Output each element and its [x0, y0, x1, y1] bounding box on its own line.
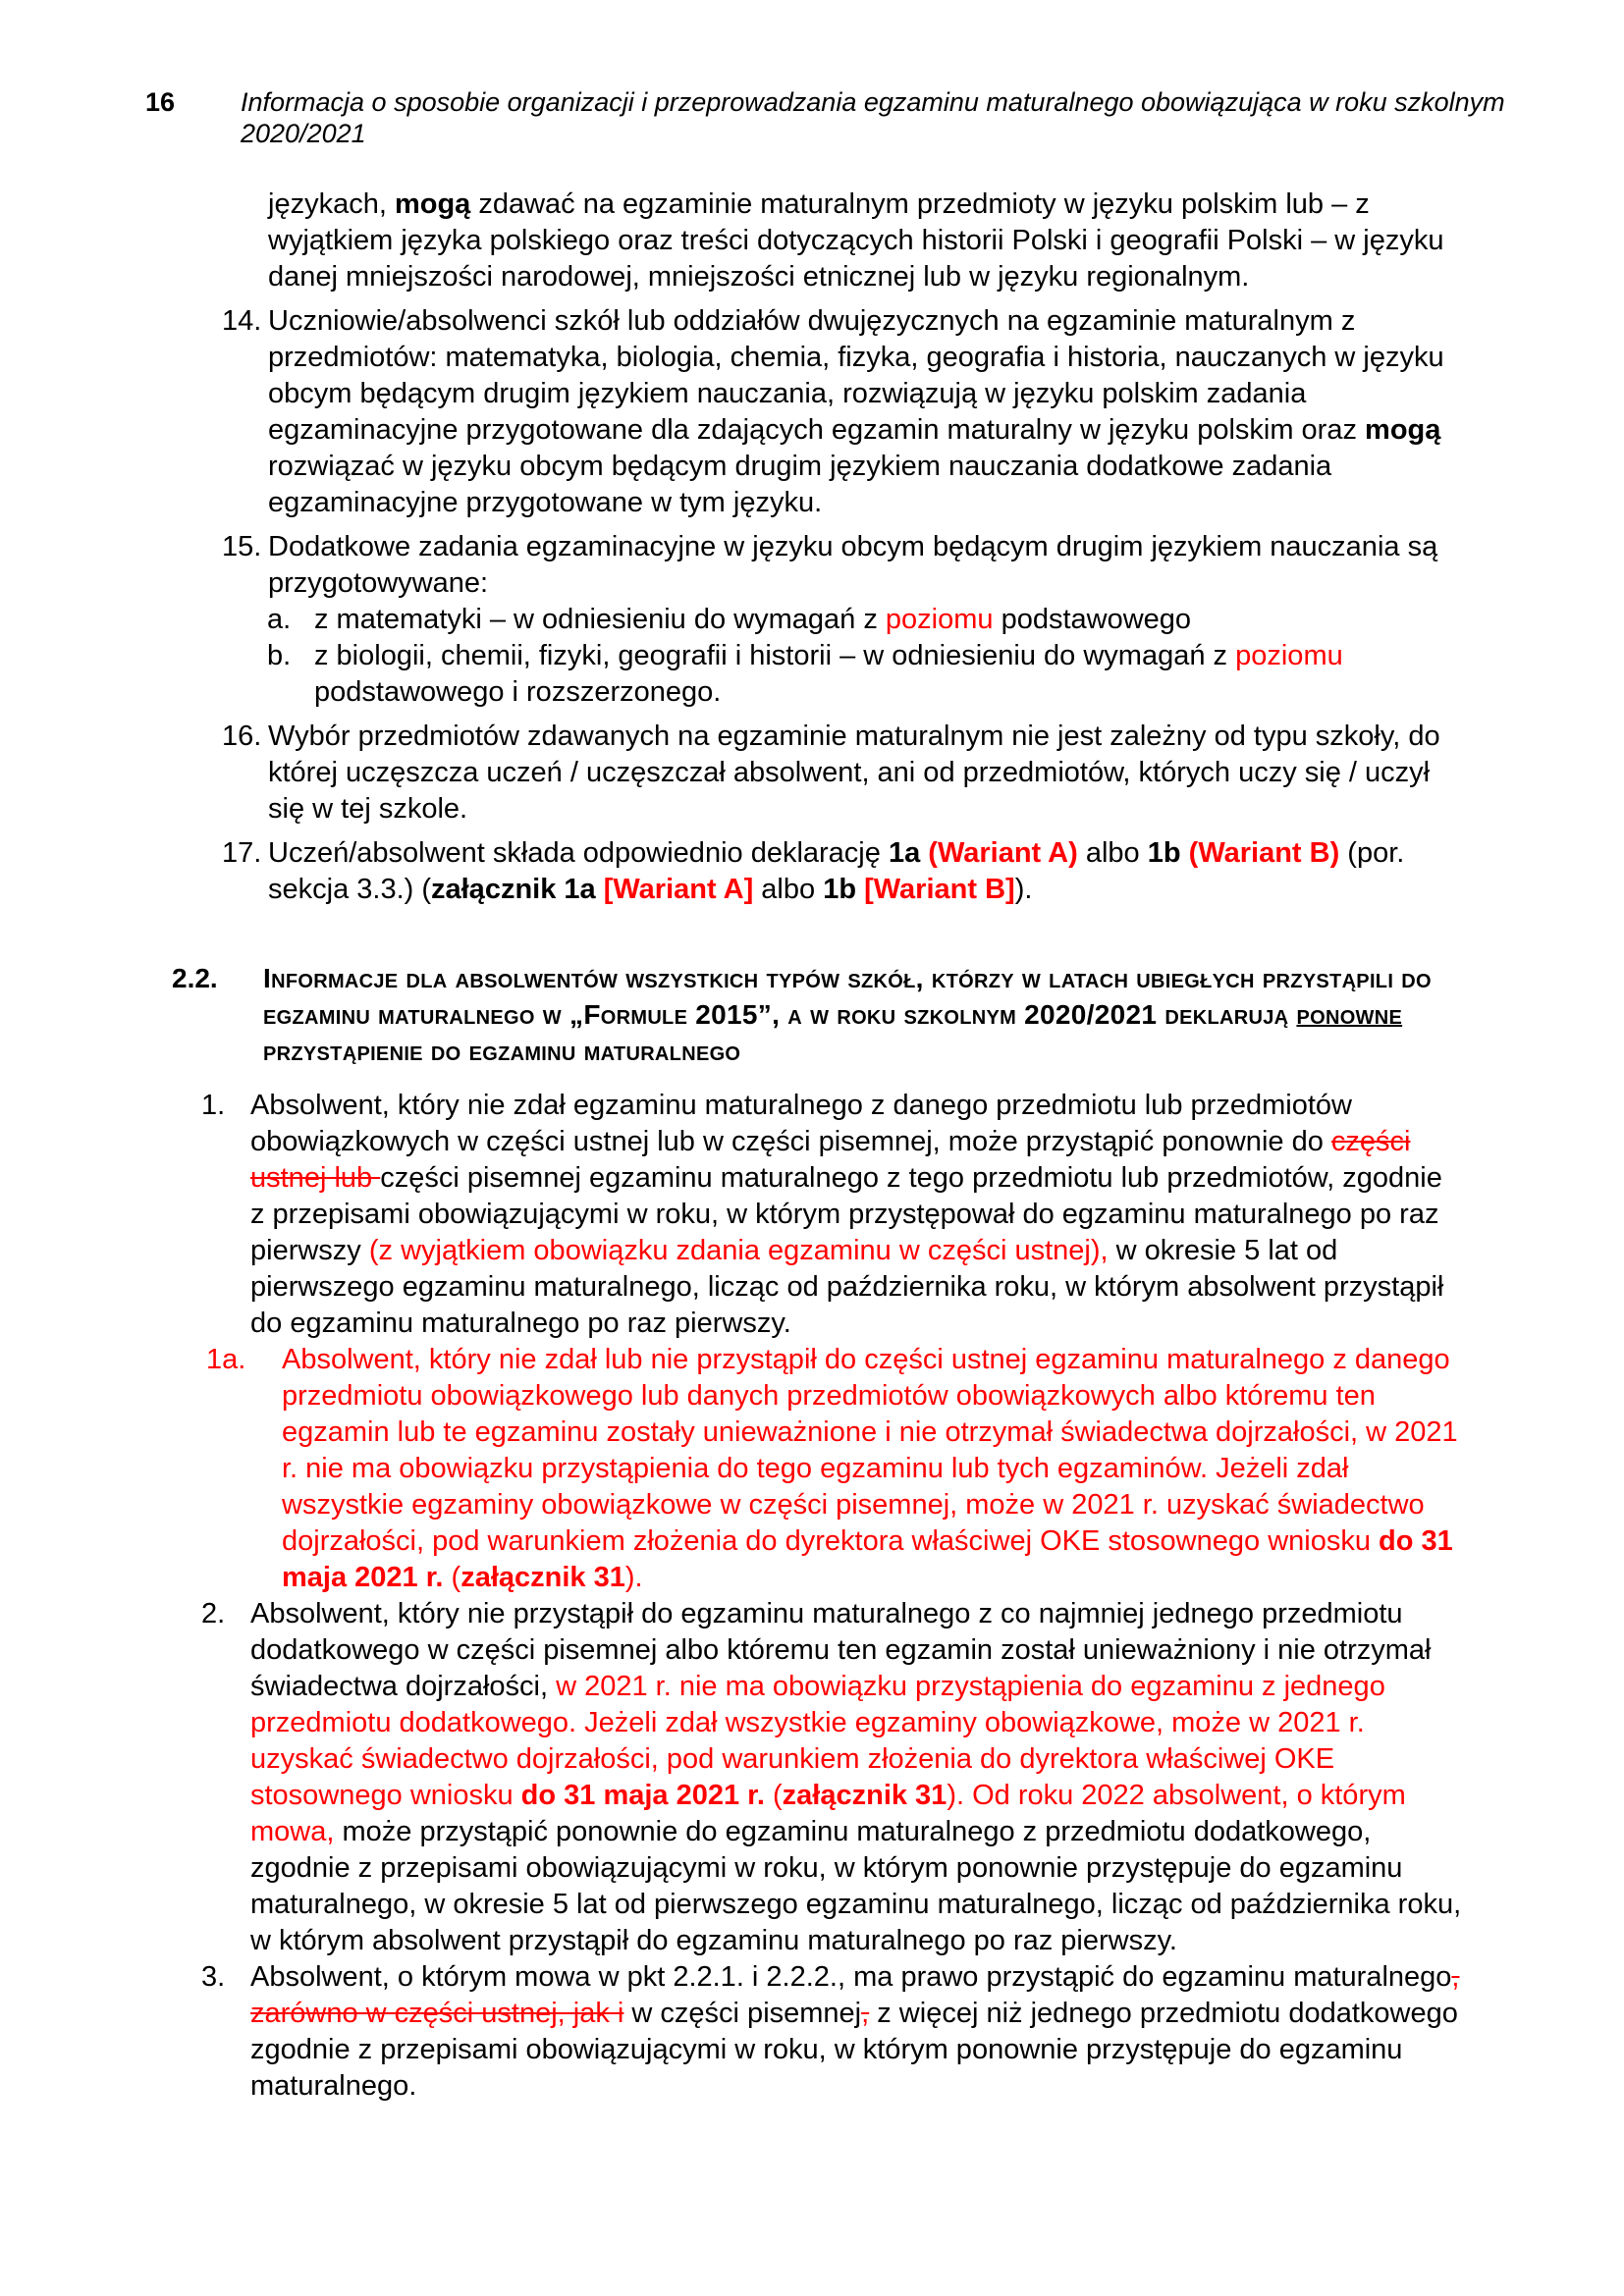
sub-item-b-text: z biologii, chemii, fizyki, geografii i historii – w odniesieniu do wymagań z poziomu podstawowego i rozszerzonego. [314, 640, 1343, 708]
list-item-17 [0, 835, 1624, 908]
list-item-14-text: Uczniowie/absolwenci szkół lub oddziałów dwujęzycznych na egzaminie maturalnym z przedmiotów: matematyka, biologia, chemia, fizyka, geografia i historia, nauczanych w języku obcym będącym drugim językiem nauczania, rozwiązują w języku polskim zadania egzaminacyjne przygotowane dla zdających egzamin maturalny w języku polskim oraz mogą rozwiązać w języku obcym będącym drugim językiem nauczania dodatkowe zadania egzaminacyjne przygotowane w tym języku. [268, 305, 1444, 518]
list-number-16: 16. [222, 721, 262, 752]
section-item-1a-text: Absolwent, który nie zdał lub nie przystąpił do części ustnej egzaminu maturalnego z danego przedmiotu obowiązkowego lub danych przedmiotów obowiązkowych albo któremu ten egzamin lub te egzaminu zostały unieważnione i nie otrzymał świadectwa dojrzałości, w 2021 r. nie ma obowiązku przystąpienia do tego egzaminu lub tych egzaminów. Jeżeli zdał wszystkie egzaminy obowiązkowe w części pisemnej, może w 2021 r. uzyskać świadectwo dojrzałości, pod warunkiem złożenia do dyrektora właściwej OKE stosownego wniosku do 31 maja 2021 r. (załącznik 31). [282, 1344, 1458, 1593]
list-number-15: 15. [222, 531, 262, 562]
list-item-15-text: Dodatkowe zadania egzaminacyjne w języku obcym będącym drugim językiem nauczania są przygotowywane: [268, 531, 1438, 599]
list-item-16-text: Wybór przedmiotów zdawanych na egzaminie maturalnym nie jest zależny od typu szkoły, do której uczęszcza uczeń / uczęszczał absolwent, ani od przedmiotów, których uczy się / uczył się w tej szkole. [268, 721, 1440, 825]
section-item-1-number: 1. [201, 1090, 226, 1121]
section-item-3-text: Absolwent, o którym mowa w pkt 2.2.1. i 2.2.2., ma prawo przystąpić do egzaminu maturalnego, zarówno w części ustnej, jak i w części pisemnej, z więcej niż jednego przedmiotu dodatkowego zgodnie z przepisami obowiązującymi w roku, w którym ponownie przystępuje do egzaminu maturalnego. [250, 1961, 1460, 2102]
list-number-14: 14. [222, 305, 262, 337]
sub-item-a-letter: a. [267, 604, 292, 635]
section-item-1a [0, 1342, 1624, 1596]
sub-item-b [268, 638, 1463, 711]
section-item-1a-number: 1a. [206, 1344, 246, 1375]
list-item-15-body [268, 529, 1463, 711]
list-item-17-text: Uczeń/absolwent składa odpowiednio deklarację 1a (Wariant A) albo 1b (Wariant B) (por. sekcja 3.3.) (załącznik 1a [Wariant A] albo 1b [Wariant B]). [268, 837, 1405, 905]
section-item-3 [0, 1959, 1624, 2105]
section-item-3-number: 3. [201, 1961, 226, 1993]
list-item-15 [0, 529, 1624, 711]
sub-item-a [268, 602, 1463, 638]
section-item-2 [0, 1596, 1624, 1959]
sub-item-a-text: z matematyki – w odniesieniu do wymagań z poziomu podstawowego [314, 604, 1192, 635]
section-item-2-text: Absolwent, który nie przystąpił do egzaminu maturalnego z co najmniej jednego przedmiotu dodatkowego w części pisemnej albo któremu ten egzamin został unieważniony i nie otrzymał świadectwa dojrzałości, w 2021 r. nie ma obowiązku przystąpienia do egzaminu z jednego przedmiotu dodatkowego. Jeżeli zdał wszystkie egzaminy obowiązkowe, może w 2021 r. uzyskać świadectwo dojrzałości, pod warunkiem złożenia do dyrektora właściwej OKE stosownego wniosku do 31 maja 2021 r. (załącznik 31). Od roku 2022 absolwent, o którym mowa, może przystąpić ponownie do egzaminu maturalnego z przedmiotu dodatkowego, zgodnie z przepisami obowiązującymi w roku, w którym ponownie przystępuje do egzaminu maturalnego, w okresie 5 lat od pierwszego egzaminu maturalnego, licząc od października roku, w którym absolwent przystąpił do egzaminu maturalnego po raz pierwszy. [250, 1598, 1462, 1956]
paragraph-continuation: językach, mogą zdawać na egzaminie maturalnym przedmioty w języku polskim lub – z wyjątkiem języka polskiego oraz treści dotyczących historii Polski i geografii Polski – w języku danej mniejszości narodowej, mniejszości etnicznej lub w języku regionalnym. [268, 188, 1444, 293]
page-number: 16 [145, 87, 176, 117]
section-item-2-number: 2. [201, 1598, 226, 1629]
section-item-1 [0, 1088, 1624, 1342]
list-item-16 [0, 719, 1624, 828]
sub-item-b-letter: b. [267, 640, 292, 671]
list-item-14 [0, 303, 1624, 521]
document-body [0, 187, 1624, 2105]
section-heading-text: Informacje dla absolwentów wszystkich typów szkół, którzy w latach ubiegłych przystąpili do egzaminu maturalnego w „Formule 2015”, a w roku szkolnym 2020/2021 deklarują ponowne przystąpienie do egzaminu maturalnego [263, 963, 1432, 1066]
section-number: 2.2. [172, 963, 218, 993]
section-heading-2-2 [0, 960, 1624, 1069]
running-header-title: Informacja o sposobie organizacji i przeprowadzania egzaminu maturalnego obowiązująca w roku szkolnym 2020/2021 [241, 87, 1505, 148]
list-number-17: 17. [222, 837, 262, 869]
section-item-1-text: Absolwent, który nie zdał egzaminu maturalnego z danego przedmiotu lub przedmiotów obowiązkowych w części ustnej lub w części pisemnej, może przystąpić ponownie do części ustnej lub części pisemnej egzaminu maturalnego z tego przedmiotu lub przedmiotów, zgodnie z przepisami obowiązującymi w roku, w którym przystępował do egzaminu maturalnego po raz pierwszy (z wyjątkiem obowiązku zdania egzaminu w części ustnej), w okresie 5 lat od pierwszego egzaminu maturalnego, licząc od października roku, w którym absolwent przystąpił do egzaminu maturalnego po raz pierwszy. [250, 1090, 1444, 1339]
